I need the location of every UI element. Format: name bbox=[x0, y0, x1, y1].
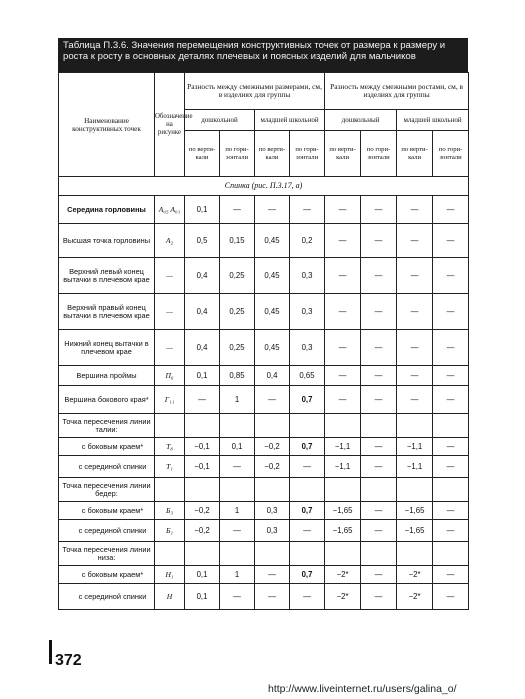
empty-cell bbox=[255, 542, 290, 566]
header-preschool: дошкольной bbox=[185, 110, 255, 131]
row-code: Б₁ bbox=[155, 520, 185, 542]
value-cell: 0,4 bbox=[255, 366, 290, 386]
empty-cell bbox=[220, 478, 255, 502]
section-label: Спинка (рис. П.3.17, а) bbox=[59, 177, 469, 196]
header-group-height: Разность между смежными ростами, см, в изделиях для группы bbox=[325, 73, 469, 110]
row-name: с боковым краем* bbox=[59, 438, 155, 456]
value-cell: 0,1 bbox=[185, 196, 220, 224]
empty-cell bbox=[155, 414, 185, 438]
value-cell: — bbox=[433, 502, 469, 520]
header-junior-school: младшей школьной bbox=[255, 110, 325, 131]
empty-cell bbox=[361, 414, 397, 438]
table-row bbox=[59, 438, 469, 456]
row-name: Точка пересечения линии талии: bbox=[59, 414, 155, 438]
value-cell: −1,65 bbox=[325, 520, 361, 542]
value-cell: 0,7 bbox=[290, 502, 325, 520]
value-cell: — bbox=[255, 196, 290, 224]
value-cell: 0,7 bbox=[290, 438, 325, 456]
value-cell: — bbox=[361, 438, 397, 456]
value-cell: — bbox=[433, 196, 469, 224]
value-cell: — bbox=[361, 566, 397, 584]
table-row bbox=[59, 520, 469, 542]
header-horizontal: по гори-зонтали bbox=[220, 131, 255, 177]
value-cell: — bbox=[220, 520, 255, 542]
empty-cell bbox=[433, 478, 469, 502]
value-cell: 0,3 bbox=[290, 258, 325, 294]
value-cell: 0,65 bbox=[290, 366, 325, 386]
empty-cell bbox=[290, 414, 325, 438]
empty-cell bbox=[433, 414, 469, 438]
value-cell: — bbox=[290, 584, 325, 610]
row-code: Б₃ bbox=[155, 502, 185, 520]
header-vertical: по верти-кали bbox=[255, 131, 290, 177]
value-cell: — bbox=[325, 330, 361, 366]
value-cell: 0,3 bbox=[255, 520, 290, 542]
value-cell: — bbox=[290, 196, 325, 224]
table-row bbox=[59, 386, 469, 414]
table-row bbox=[59, 502, 469, 520]
value-cell: — bbox=[361, 258, 397, 294]
value-cell: — bbox=[361, 330, 397, 366]
value-cell: — bbox=[361, 584, 397, 610]
table-row bbox=[59, 414, 469, 438]
header-horizontal: по гори-зонтали bbox=[433, 131, 469, 177]
value-cell: — bbox=[255, 566, 290, 584]
value-cell: 0,2 bbox=[290, 224, 325, 258]
value-cell: — bbox=[220, 456, 255, 478]
header-vertical: по верти-кали bbox=[397, 131, 433, 177]
value-cell: — bbox=[397, 330, 433, 366]
header-code: Обозначение на рисунке bbox=[155, 73, 185, 177]
value-cell: — bbox=[361, 196, 397, 224]
value-cell: — bbox=[433, 294, 469, 330]
value-cell: — bbox=[433, 330, 469, 366]
row-name: Вершина бокового края* bbox=[59, 386, 155, 414]
value-cell: −2* bbox=[325, 584, 361, 610]
value-cell: — bbox=[361, 502, 397, 520]
empty-cell bbox=[361, 542, 397, 566]
value-cell: — bbox=[361, 456, 397, 478]
empty-cell bbox=[290, 542, 325, 566]
value-cell: −0,2 bbox=[185, 502, 220, 520]
value-cell: — bbox=[397, 366, 433, 386]
value-cell: 0,45 bbox=[255, 330, 290, 366]
value-cell: — bbox=[220, 584, 255, 610]
row-name: с серединой спинки bbox=[59, 456, 155, 478]
empty-cell bbox=[325, 478, 361, 502]
value-cell: −1,1 bbox=[325, 456, 361, 478]
row-name: Верхний правый конец вытачки в плечевом крае bbox=[59, 294, 155, 330]
value-cell: — bbox=[433, 258, 469, 294]
empty-cell bbox=[185, 478, 220, 502]
value-cell: — bbox=[397, 224, 433, 258]
row-code: Н₁ bbox=[155, 566, 185, 584]
value-cell: −0,2 bbox=[185, 520, 220, 542]
table-row bbox=[59, 566, 469, 584]
empty-cell bbox=[185, 414, 220, 438]
row-code: — bbox=[155, 294, 185, 330]
row-code: П₆ bbox=[155, 366, 185, 386]
value-cell: — bbox=[433, 438, 469, 456]
footer-url[interactable]: http://www.liveinternet.ru/users/galina_o/ bbox=[268, 683, 457, 695]
table-row bbox=[59, 584, 469, 610]
value-cell: — bbox=[433, 566, 469, 584]
table-row bbox=[59, 366, 469, 386]
value-cell: 0,3 bbox=[290, 330, 325, 366]
value-cell: 1 bbox=[220, 386, 255, 414]
row-name: Вершина проймы bbox=[59, 366, 155, 386]
row-name: Точка пересечения линии низа: bbox=[59, 542, 155, 566]
row-code: A₂ bbox=[155, 224, 185, 258]
value-cell: — bbox=[290, 456, 325, 478]
empty-cell bbox=[155, 478, 185, 502]
empty-cell bbox=[185, 542, 220, 566]
value-cell: — bbox=[185, 386, 220, 414]
row-code: Т₁ bbox=[155, 456, 185, 478]
value-cell: 0,1 bbox=[220, 438, 255, 456]
header-vertical: по верти-кали bbox=[185, 131, 220, 177]
page-number: 372 bbox=[55, 652, 82, 669]
row-code: Г₁₁ bbox=[155, 386, 185, 414]
value-cell: — bbox=[325, 224, 361, 258]
value-cell: −2* bbox=[325, 566, 361, 584]
empty-cell bbox=[255, 478, 290, 502]
value-cell: 0,25 bbox=[220, 294, 255, 330]
empty-cell bbox=[397, 478, 433, 502]
value-cell: — bbox=[433, 456, 469, 478]
value-cell: 0,7 bbox=[290, 386, 325, 414]
empty-cell bbox=[325, 414, 361, 438]
row-name: Точка пересечения линии бедер: bbox=[59, 478, 155, 502]
value-cell: −1,1 bbox=[397, 456, 433, 478]
value-cell: −0,1 bbox=[185, 438, 220, 456]
value-cell: — bbox=[361, 294, 397, 330]
value-cell: −0,2 bbox=[255, 456, 290, 478]
value-cell: 0,4 bbox=[185, 294, 220, 330]
empty-cell bbox=[433, 542, 469, 566]
table-row bbox=[59, 330, 469, 366]
value-cell: −2* bbox=[397, 584, 433, 610]
value-cell: 0,5 bbox=[185, 224, 220, 258]
value-cell: — bbox=[325, 386, 361, 414]
header-junior-school-b: младшей школьной bbox=[397, 110, 469, 131]
value-cell: — bbox=[220, 196, 255, 224]
value-cell: 0,1 bbox=[185, 566, 220, 584]
value-cell: — bbox=[361, 366, 397, 386]
value-cell: 0,7 bbox=[290, 566, 325, 584]
page-marker bbox=[49, 640, 52, 664]
value-cell: −1,65 bbox=[325, 502, 361, 520]
row-code: A₀₅ A₀₁ bbox=[155, 196, 185, 224]
value-cell: — bbox=[255, 386, 290, 414]
value-cell: — bbox=[433, 520, 469, 542]
value-cell: 0,25 bbox=[220, 258, 255, 294]
value-cell: — bbox=[433, 366, 469, 386]
value-cell: 0,25 bbox=[220, 330, 255, 366]
row-name: с серединой спинки bbox=[59, 584, 155, 610]
value-cell: — bbox=[255, 584, 290, 610]
value-cell: −2* bbox=[397, 566, 433, 584]
value-cell: — bbox=[397, 294, 433, 330]
row-name: с боковым краем* bbox=[59, 502, 155, 520]
value-cell: −1,1 bbox=[397, 438, 433, 456]
value-cell: −0,1 bbox=[185, 456, 220, 478]
empty-cell bbox=[397, 542, 433, 566]
value-cell: 1 bbox=[220, 566, 255, 584]
empty-cell bbox=[290, 478, 325, 502]
header-group-size: Разность между смежными размерами, см, в изделиях для группы bbox=[185, 73, 325, 110]
value-cell: — bbox=[361, 386, 397, 414]
table-row bbox=[59, 224, 469, 258]
value-cell: — bbox=[433, 386, 469, 414]
value-cell: 0,45 bbox=[255, 258, 290, 294]
header-horizontal: по гори-зонтали bbox=[290, 131, 325, 177]
header-name: Наименование конструктивных точек bbox=[59, 73, 155, 177]
value-cell: — bbox=[433, 224, 469, 258]
table-row bbox=[59, 478, 469, 502]
empty-cell bbox=[255, 414, 290, 438]
value-cell: — bbox=[325, 196, 361, 224]
value-cell: — bbox=[433, 584, 469, 610]
value-cell: 0,3 bbox=[290, 294, 325, 330]
value-cell: 0,4 bbox=[185, 258, 220, 294]
row-name: с серединой спинки bbox=[59, 520, 155, 542]
value-cell: −1,65 bbox=[397, 520, 433, 542]
value-cell: — bbox=[290, 520, 325, 542]
value-cell: — bbox=[361, 520, 397, 542]
empty-cell bbox=[155, 542, 185, 566]
value-cell: — bbox=[397, 196, 433, 224]
value-cell: 0,4 bbox=[185, 330, 220, 366]
row-name: Верхний левый конец вытачки в плечевом крае bbox=[59, 258, 155, 294]
table-row bbox=[59, 294, 469, 330]
table-row bbox=[59, 196, 469, 224]
table-row bbox=[59, 456, 469, 478]
empty-cell bbox=[325, 542, 361, 566]
empty-cell bbox=[397, 414, 433, 438]
header-horizontal: по гори-зонтали bbox=[361, 131, 397, 177]
table-row bbox=[59, 258, 469, 294]
value-cell: 0,3 bbox=[255, 502, 290, 520]
row-code: — bbox=[155, 258, 185, 294]
value-cell: — bbox=[397, 258, 433, 294]
row-name: Нижний конец вытачки в плечевом крае bbox=[59, 330, 155, 366]
value-cell: — bbox=[325, 366, 361, 386]
row-code: Т₈ bbox=[155, 438, 185, 456]
value-cell: 0,1 bbox=[185, 584, 220, 610]
value-cell: −1,65 bbox=[397, 502, 433, 520]
header-preschool-b: дошкольный bbox=[325, 110, 397, 131]
empty-cell bbox=[361, 478, 397, 502]
value-cell: 0,15 bbox=[220, 224, 255, 258]
header-vertical: по верти-кали bbox=[325, 131, 361, 177]
row-name: Высшая точка горловины bbox=[59, 224, 155, 258]
value-cell: 0,45 bbox=[255, 224, 290, 258]
value-cell: 0,85 bbox=[220, 366, 255, 386]
value-cell: 0,1 bbox=[185, 366, 220, 386]
value-cell: — bbox=[325, 258, 361, 294]
row-code: — bbox=[155, 330, 185, 366]
row-name: с боковым краем* bbox=[59, 566, 155, 584]
value-cell: 0,45 bbox=[255, 294, 290, 330]
row-code: Н bbox=[155, 584, 185, 610]
empty-cell bbox=[220, 414, 255, 438]
table-title: Таблица П.3.6. Значения перемещения конструктивных точек от размера к размеру и роста к росту в основных деталях плечевых и поясных изделий для мальчиков bbox=[58, 38, 468, 72]
data-table bbox=[58, 72, 469, 610]
table-body bbox=[59, 196, 469, 610]
value-cell: −0,2 bbox=[255, 438, 290, 456]
empty-cell bbox=[220, 542, 255, 566]
row-name: Середина горловины bbox=[59, 196, 155, 224]
table-row bbox=[59, 542, 469, 566]
value-cell: 1 bbox=[220, 502, 255, 520]
value-cell: — bbox=[397, 386, 433, 414]
value-cell: — bbox=[361, 224, 397, 258]
value-cell: — bbox=[325, 294, 361, 330]
value-cell: −1,1 bbox=[325, 438, 361, 456]
